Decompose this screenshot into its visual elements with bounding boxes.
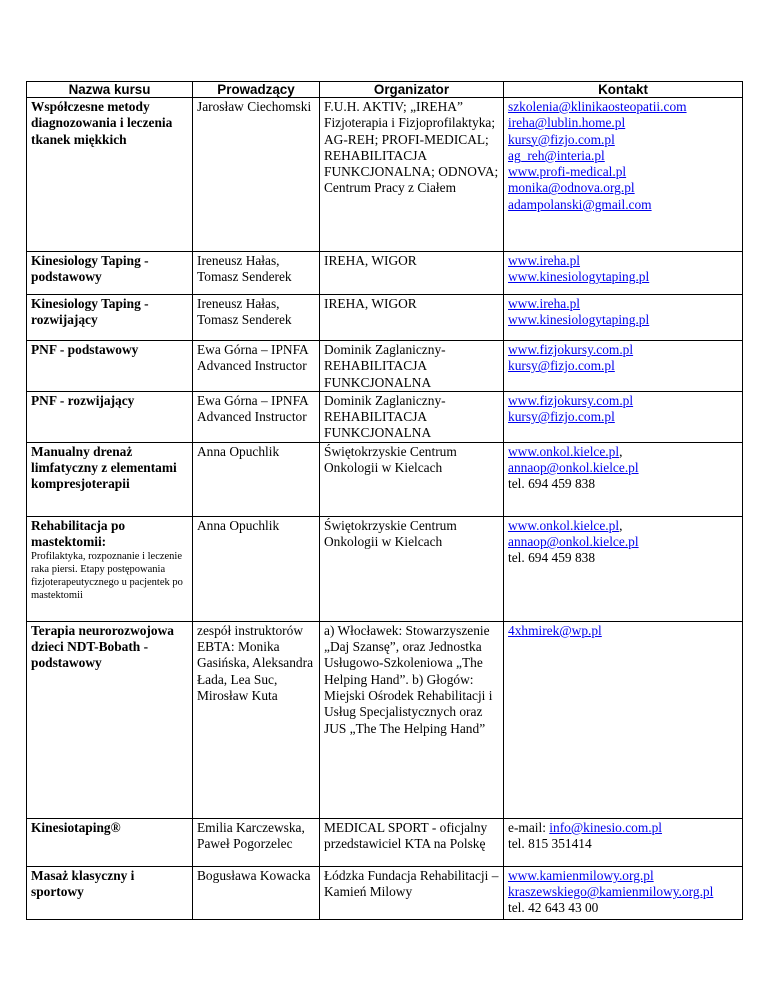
course-name: Masaż klasyczny i sportowy [31,867,135,900]
contact-phone: tel. 42 643 43 00 [508,900,599,916]
contact-line [508,342,738,358]
contact-line [508,409,738,425]
instructor-cell: zespół instruktorów EBTA: Monika Gasińska, Aleksandra Łada, Lea Suc, Mirosław Kuta [193,621,320,818]
course-cell [27,866,193,919]
contact-phone: tel. 694 459 838 [508,550,596,566]
organizer-cell: Dominik Zaglaniczny-REHABILITACJA FUNKCJONALNA [320,341,504,392]
course-cell [27,818,193,866]
contact-line [508,836,738,852]
contact-cell [504,391,743,442]
contact-line [508,197,738,213]
organizer-cell: MEDICAL SPORT - oficjalny przedstawiciel KTA na Polskę [320,818,504,866]
course-name: Rehabilitacja po mastektomii: [31,517,126,550]
course-name: Kinesiology Taping - podstawowy [31,253,149,285]
contact-cell [504,516,743,621]
contact-cell [504,621,743,818]
contact-link[interactable]: www.kamienmilowy.org.pl [508,867,654,883]
contact-link[interactable]: monika@odnova.org.pl [508,180,635,196]
table-row [27,621,743,818]
contact-line [508,820,738,836]
organizer-cell: Dominik Zaglaniczny-REHABILITACJA FUNKCJONALNA [320,391,504,442]
course-cell [27,295,193,341]
contact-link[interactable]: annaop@onkol.kielce.pl [508,460,639,476]
course-name: Kinesiology Taping - rozwijający [31,296,149,328]
organizer-cell: F.U.H. AKTIV; „IREHA” Fizjoterapia i Fizjoprofilaktyka; AG-REH; PROFI-MEDICAL; REHABILITACJA FUNKCJONALNA; ODNOVA; Centrum Pracy z Ciałem [320,98,504,252]
organizer-cell: Świętokrzyskie Centrum Onkologii w Kielcach [320,516,504,621]
contact-link[interactable]: www.fizjokursy.com.pl [508,392,634,408]
contact-line [508,253,738,269]
header-course: Nazwa kursu [27,82,193,98]
course-cell [27,391,193,442]
instructor-cell: Jarosław Ciechomski [193,98,320,252]
course-cell [27,341,193,392]
contact-line [508,296,738,312]
contact-phone: tel. 815 351414 [508,836,592,852]
contact-line [508,269,738,285]
contact-link[interactable]: kursy@fizjo.com.pl [508,358,615,374]
contact-line [508,868,738,884]
contact-link[interactable]: ireha@lublin.home.pl [508,115,626,131]
contact-line [508,460,738,476]
contact-link[interactable]: adampolanski@gmail.com [508,196,652,212]
contact-line [508,900,738,916]
contact-line [508,115,738,131]
table-row [27,818,743,866]
contact-link[interactable]: annaop@onkol.kielce.pl [508,534,639,550]
contact-link[interactable]: www.onkol.kielce.pl [508,517,620,533]
organizer-cell: Świętokrzyskie Centrum Onkologii w Kielcach [320,442,504,516]
contact-line [508,518,738,534]
contact-line [508,164,738,180]
course-name: Terapia neurorozwojowa dzieci NDT-Bobath - podstawowy [31,622,174,671]
contact-line [508,99,738,115]
contact-prefix: e-mail: [508,819,550,835]
contact-cell [504,98,743,252]
instructor-cell: Anna Opuchlik [193,516,320,621]
contact-link[interactable]: ag_reh@interia.pl [508,147,605,163]
contact-link[interactable]: kursy@fizjo.com.pl [508,409,615,425]
header-instructor: Prowadzący [193,82,320,98]
course-name: PNF - rozwijający [31,392,135,408]
contact-link[interactable]: www.ireha.pl [508,296,581,311]
instructor-cell: Anna Opuchlik [193,442,320,516]
instructor-cell: Ireneusz Hałas, Tomasz Senderek [193,252,320,295]
contact-line [508,623,738,639]
course-cell [27,621,193,818]
contact-link[interactable]: www.profi-medical.pl [508,164,627,180]
table-row [27,442,743,516]
contact-line [508,148,738,164]
table-row [27,516,743,621]
contact-line [508,312,738,328]
instructor-cell: Ewa Górna – IPNFA Advanced Instructor [193,391,320,442]
contact-line [508,476,738,492]
contact-cell [504,866,743,919]
course-cell [27,98,193,252]
contact-line [508,550,738,566]
course-name: Kinesiotaping® [31,819,121,835]
course-name: Manualny drenaż limfatyczny z elementami kompresjoterapii [31,443,177,492]
header-contact: Kontakt [504,82,743,98]
contact-link[interactable]: www.onkol.kielce.pl [508,443,620,459]
organizer-cell: a) Włocławek: Stowarzyszenie „Daj Szansę”, oraz Jednostka Usługowo-Szkoleniowa „The Helping Hand”. b) Głogów: Miejski Ośrodek Rehabilitacji i Usług Specjalistycznych oraz JUS „The The Helping Hand” [320,621,504,818]
contact-cell [504,442,743,516]
course-note: Profilaktyka, rozpoznanie i leczenie raka piersi. Etapy postępowania fizjoterapeutycznego u pacjentek po mastektomii [31,551,183,602]
contact-link[interactable]: 4xhmirek@wp.pl [508,622,602,638]
organizer-cell: IREHA, WIGOR [320,295,504,341]
contact-link[interactable]: www.ireha.pl [508,253,581,268]
contact-line [508,393,738,409]
table-row [27,391,743,442]
contact-cell [504,341,743,392]
contact-line [508,444,738,460]
contact-cell [504,818,743,866]
instructor-cell: Ewa Górna – IPNFA Advanced Instructor [193,341,320,392]
contact-link[interactable]: kraszewskiego@kamienmilowy.org.pl [508,884,714,900]
contact-suffix: , [619,517,623,533]
instructor-cell: Emilia Karczewska, Paweł Pogorzelec [193,818,320,866]
contact-cell [504,295,743,341]
contact-link[interactable]: kursy@fizjo.com.pl [508,131,615,147]
contact-line [508,534,738,550]
course-cell [27,442,193,516]
course-cell [27,516,193,621]
table-row [27,341,743,392]
organizer-cell: Łódzka Fundacja Rehabilitacji – Kamień Milowy [320,866,504,919]
table-row [27,866,743,919]
instructor-cell: Ireneusz Hałas, Tomasz Senderek [193,295,320,341]
courses-table [26,81,743,920]
contact-line [508,358,738,374]
header-organizer: Organizator [320,82,504,98]
contact-suffix: , [619,443,623,459]
course-name: PNF - podstawowy [31,342,139,357]
table-row [27,98,743,252]
contact-link[interactable]: www.kinesiologytaping.pl [508,312,650,328]
course-cell [27,252,193,295]
contact-cell [504,252,743,295]
contact-line [508,884,738,900]
instructor-cell: Bogusława Kowacka [193,866,320,919]
organizer-cell: IREHA, WIGOR [320,252,504,295]
table-row [27,295,743,341]
contact-link[interactable]: szkolenia@klinikaosteopatii.com [508,99,687,114]
contact-link[interactable]: www.kinesiologytaping.pl [508,269,650,285]
contact-line [508,132,738,148]
contact-phone: tel. 694 459 838 [508,476,596,492]
contact-line [508,180,738,196]
course-name: Współczesne metody diagnozowania i leczenia tkanek miękkich [31,99,173,147]
header-row [27,82,743,98]
contact-link[interactable]: info@kinesio.com.pl [549,819,663,835]
table-row [27,252,743,295]
contact-link[interactable]: www.fizjokursy.com.pl [508,342,634,357]
